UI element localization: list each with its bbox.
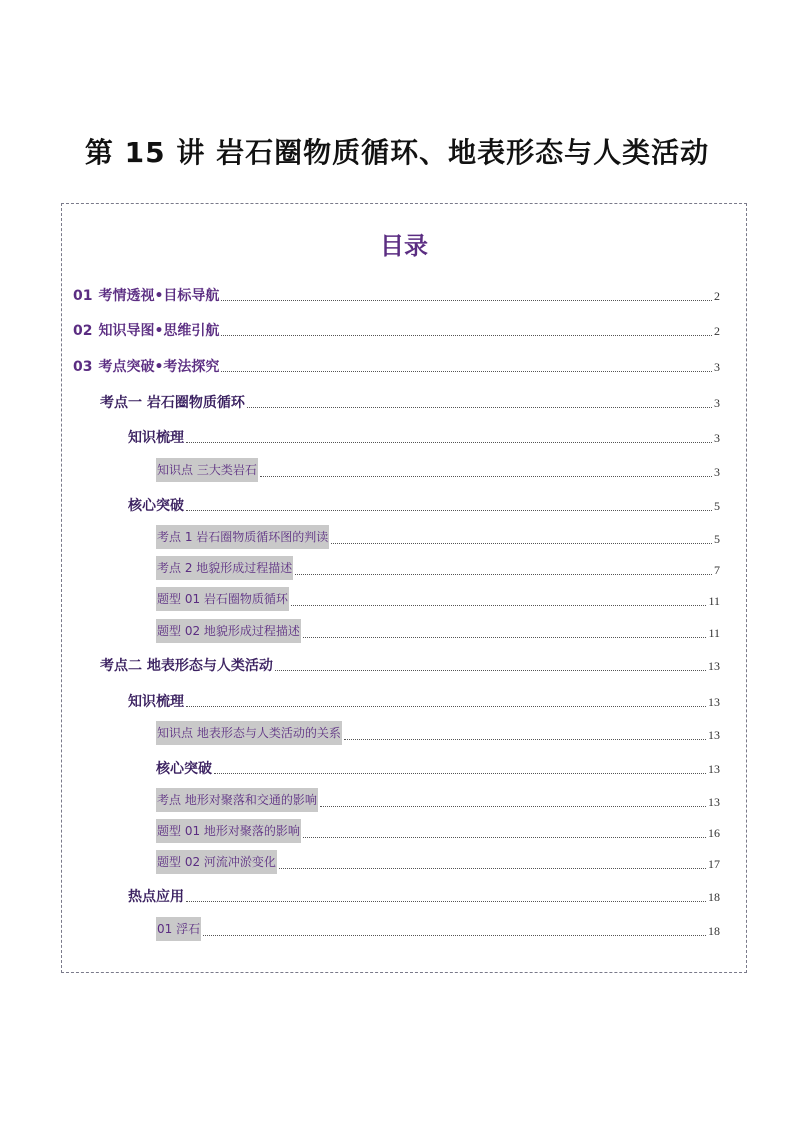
toc-entry-zhishidian-1[interactable] — [156, 458, 720, 482]
toc-leader-dots — [203, 934, 706, 936]
toc-page-number: 3 — [714, 431, 720, 445]
toc-leader-dots — [291, 604, 707, 606]
page-title: 第 15 讲 岩石圈物质循环、地表形态与人类活动 — [84, 136, 710, 169]
toc-leader-dots — [320, 805, 706, 807]
toc-leader-dots — [247, 406, 712, 408]
toc-entry-01[interactable] — [73, 282, 720, 306]
toc-entry-number: 03 — [73, 359, 93, 375]
toc-page-number: 2 — [714, 324, 720, 338]
toc-leader-dots — [295, 573, 712, 575]
toc-page-number: 18 — [708, 890, 720, 904]
toc-leader-dots — [344, 738, 706, 740]
toc-entry-fushi[interactable] — [156, 917, 720, 941]
toc-page-number: 13 — [708, 659, 720, 673]
toc-entry-text: 热点应用 — [128, 889, 184, 905]
toc-entry-text: 01 浮石 — [156, 917, 201, 941]
toc-entry-text: 知识点 地表形态与人类活动的关系 — [156, 721, 342, 745]
toc-leader-dots — [186, 900, 706, 902]
toc-entry-kaodian-2-1[interactable] — [156, 788, 720, 812]
toc-entry-text: 考情透视•目标导航 — [98, 288, 220, 304]
toc-heading: 目录 — [380, 232, 428, 260]
toc-page-number: 5 — [714, 499, 720, 513]
toc-leader-dots — [186, 441, 712, 443]
toc-leader-dots — [214, 772, 706, 774]
toc-entry-tixing-2-1[interactable] — [156, 819, 720, 843]
toc-entry-hexin-tupo-2[interactable] — [156, 755, 720, 779]
toc-entry-text: 知识梳理 — [128, 430, 184, 446]
table-of-contents — [61, 203, 747, 973]
toc-entry-label — [73, 286, 219, 306]
toc-leader-dots — [186, 509, 712, 511]
toc-page-number: 13 — [708, 695, 720, 709]
toc-entry-kaodian-1[interactable] — [100, 389, 720, 413]
toc-page-number: 2 — [714, 289, 720, 303]
toc-entry-text: 考点一 岩石圈物质循环 — [100, 395, 245, 411]
toc-entry-text: 题型 02 地貌形成过程描述 — [156, 619, 301, 643]
toc-entry-zhishi-shuli-2[interactable] — [128, 688, 720, 712]
toc-entry-text: 考点 地形对聚落和交通的影响 — [156, 788, 318, 812]
toc-leader-dots — [279, 867, 706, 869]
toc-entry-label — [73, 357, 219, 377]
toc-page-number: 11 — [708, 594, 720, 608]
toc-leader-dots — [221, 334, 712, 336]
toc-leader-dots — [303, 836, 706, 838]
toc-entry-hexin-tupo-1[interactable] — [128, 492, 720, 516]
toc-entry-text: 考点 1 岩石圈物质循环图的判读 — [156, 525, 329, 549]
toc-leader-dots — [221, 299, 712, 301]
toc-leader-dots — [186, 705, 706, 707]
toc-leader-dots — [331, 542, 712, 544]
toc-leader-dots — [275, 669, 706, 671]
toc-entry-02[interactable] — [73, 317, 720, 341]
toc-entry-zhishidian-2[interactable] — [156, 721, 720, 745]
toc-page-number: 13 — [708, 728, 720, 742]
toc-entry-text: 考点二 地表形态与人类活动 — [100, 658, 273, 674]
toc-entry-number: 01 — [73, 288, 93, 304]
toc-entry-kaodian-2[interactable] — [100, 652, 720, 676]
toc-leader-dots — [303, 636, 707, 638]
toc-page-number: 11 — [708, 626, 720, 640]
toc-entry-number: 02 — [73, 323, 93, 339]
toc-entry-text: 考点 2 地貌形成过程描述 — [156, 556, 293, 580]
toc-entry-text: 知识梳理 — [128, 694, 184, 710]
toc-entry-tixing-1-2[interactable] — [156, 619, 720, 643]
toc-entry-kaodian-1-1[interactable] — [156, 525, 720, 549]
toc-page-number: 13 — [708, 795, 720, 809]
toc-entry-03[interactable] — [73, 353, 720, 377]
toc-page-number: 17 — [708, 857, 720, 871]
toc-entry-label — [73, 321, 219, 341]
toc-entry-text: 题型 02 河流冲淤变化 — [156, 850, 277, 874]
toc-entry-text: 考点突破•考法探究 — [98, 359, 220, 375]
toc-leader-dots — [260, 475, 712, 477]
toc-page-number: 3 — [714, 465, 720, 479]
toc-page-number: 3 — [714, 360, 720, 374]
toc-page-number: 5 — [714, 532, 720, 546]
toc-page-number: 18 — [708, 924, 720, 938]
toc-leader-dots — [221, 370, 712, 372]
toc-page-number: 3 — [714, 396, 720, 410]
toc-entry-text: 知识点 三大类岩石 — [156, 458, 258, 482]
toc-entry-kaodian-1-2[interactable] — [156, 556, 720, 580]
toc-page-number: 7 — [714, 563, 720, 577]
toc-entry-text: 题型 01 岩石圈物质循环 — [156, 587, 289, 611]
toc-entry-redian-yingyong[interactable] — [128, 883, 720, 907]
toc-entry-text: 核心突破 — [128, 498, 184, 514]
toc-page-number: 13 — [708, 762, 720, 776]
toc-entry-tixing-1-1[interactable] — [156, 587, 720, 611]
toc-page-number: 16 — [708, 826, 720, 840]
toc-entry-tixing-2-2[interactable] — [156, 850, 720, 874]
toc-entry-text: 核心突破 — [156, 761, 212, 777]
toc-entry-text: 题型 01 地形对聚落的影响 — [156, 819, 301, 843]
toc-entry-text: 知识导图•思维引航 — [98, 323, 220, 339]
toc-entry-zhishi-shuli-1[interactable] — [128, 424, 720, 448]
